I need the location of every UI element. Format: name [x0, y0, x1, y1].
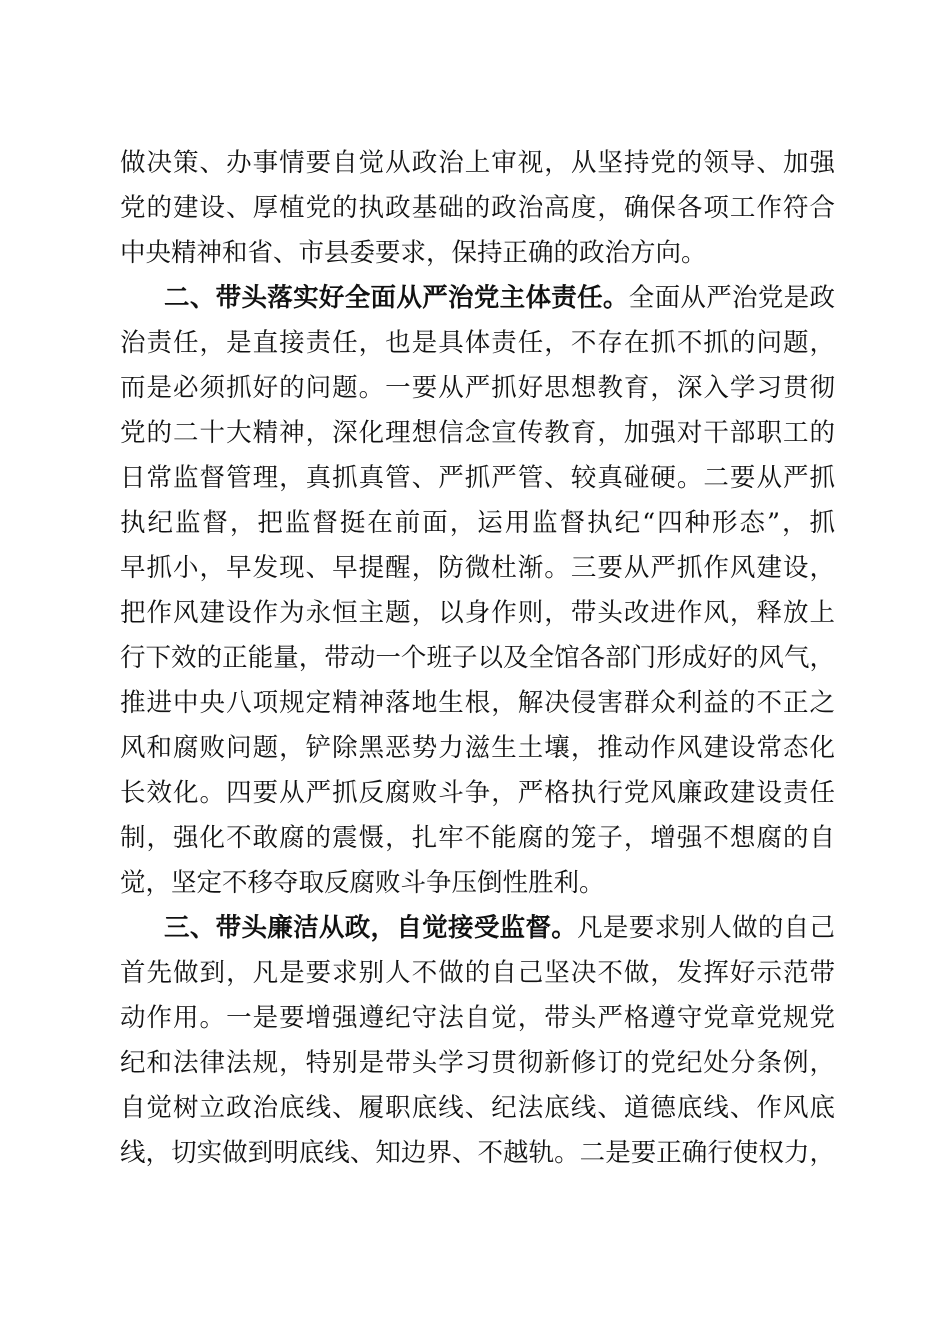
paragraph-2-line-1	[164, 280, 835, 316]
paragraph-2-line-8: 把作风建设作为永恒主题，以身作则，带头改进作风，释放上	[120, 598, 835, 628]
paragraph-2-line-3: 而是必须抓好的问题。一要从严抓好思想教育，深入学习贯彻	[120, 373, 835, 403]
paragraph-3-line-5: 自觉树立政治底线、履职底线、纪法底线、道德底线、作风底	[120, 1093, 835, 1123]
section-heading-3: 三、带头廉洁从政，自觉接受监督。	[164, 913, 578, 943]
paragraph-2-line-10: 推进中央八项规定精神落地生根，解决侵害群众利益的不正之	[120, 688, 835, 718]
paragraph-2-line-5: 日常监督管理，真抓真管、严抓严管、较真碰硬。二要从严抓	[120, 463, 835, 493]
paragraph-2-line-1-rest: 全面从严治党是政	[628, 283, 835, 313]
paragraph-3-line-2: 首先做到，凡是要求别人不做的自己坚决不做，发挥好示范带	[120, 958, 835, 988]
paragraph-3-line-6: 线，切实做到明底线、知边界、不越轨。二是要正确行使权力，	[120, 1138, 835, 1168]
paragraph-2-line-13: 制，强化不敢腐的震慑，扎牢不能腐的笼子，增强不想腐的自	[120, 823, 835, 853]
paragraph-3-line-1	[164, 910, 835, 946]
paragraph-1-line-3: 中央精神和省、市县委要求，保持正确的政治方向。	[120, 238, 707, 268]
paragraph-2-line-7: 早抓小，早发现、早提醒，防微杜渐。三要从严抓作风建设，	[120, 553, 835, 583]
section-heading-2: 二、带头落实好全面从严治党主体责任。	[164, 283, 629, 313]
paragraph-2-line-6: 执纪监督，把监督挺在前面，运用监督执纪“四种形态”，抓	[120, 508, 835, 538]
paragraph-2-line-2: 治责任，是直接责任，也是具体责任，不存在抓不抓的问题，	[120, 328, 835, 358]
paragraph-3-line-3: 动作用。一是要增强遵纪守法自觉，带头严格遵守党章党规党	[120, 1003, 835, 1033]
paragraph-2-line-9: 行下效的正能量，带动一个班子以及全馆各部门形成好的风气，	[120, 643, 835, 673]
paragraph-3-line-4: 纪和法律法规，特别是带头学习贯彻新修订的党纪处分条例，	[120, 1048, 835, 1078]
paragraph-2-line-12: 长效化。四要从严抓反腐败斗争，严格执行党风廉政建设责任	[120, 778, 835, 808]
paragraph-1-line-2: 党的建设、厚植党的执政基础的政治高度，确保各项工作符合	[120, 193, 835, 223]
paragraph-2-line-11: 风和腐败问题，铲除黑恶势力滋生土壤，推动作风建设常态化	[120, 733, 835, 763]
paragraph-2-line-14: 觉，坚定不移夺取反腐败斗争压倒性胜利。	[120, 868, 605, 898]
paragraph-3-line-1-rest: 凡是要求别人做的自己	[577, 913, 835, 943]
paragraph-2-line-4: 党的二十大精神，深化理想信念宣传教育，加强对干部职工的	[120, 418, 835, 448]
paragraph-1-line-1: 做决策、办事情要自觉从政治上审视，从坚持党的领导、加强	[120, 148, 835, 178]
